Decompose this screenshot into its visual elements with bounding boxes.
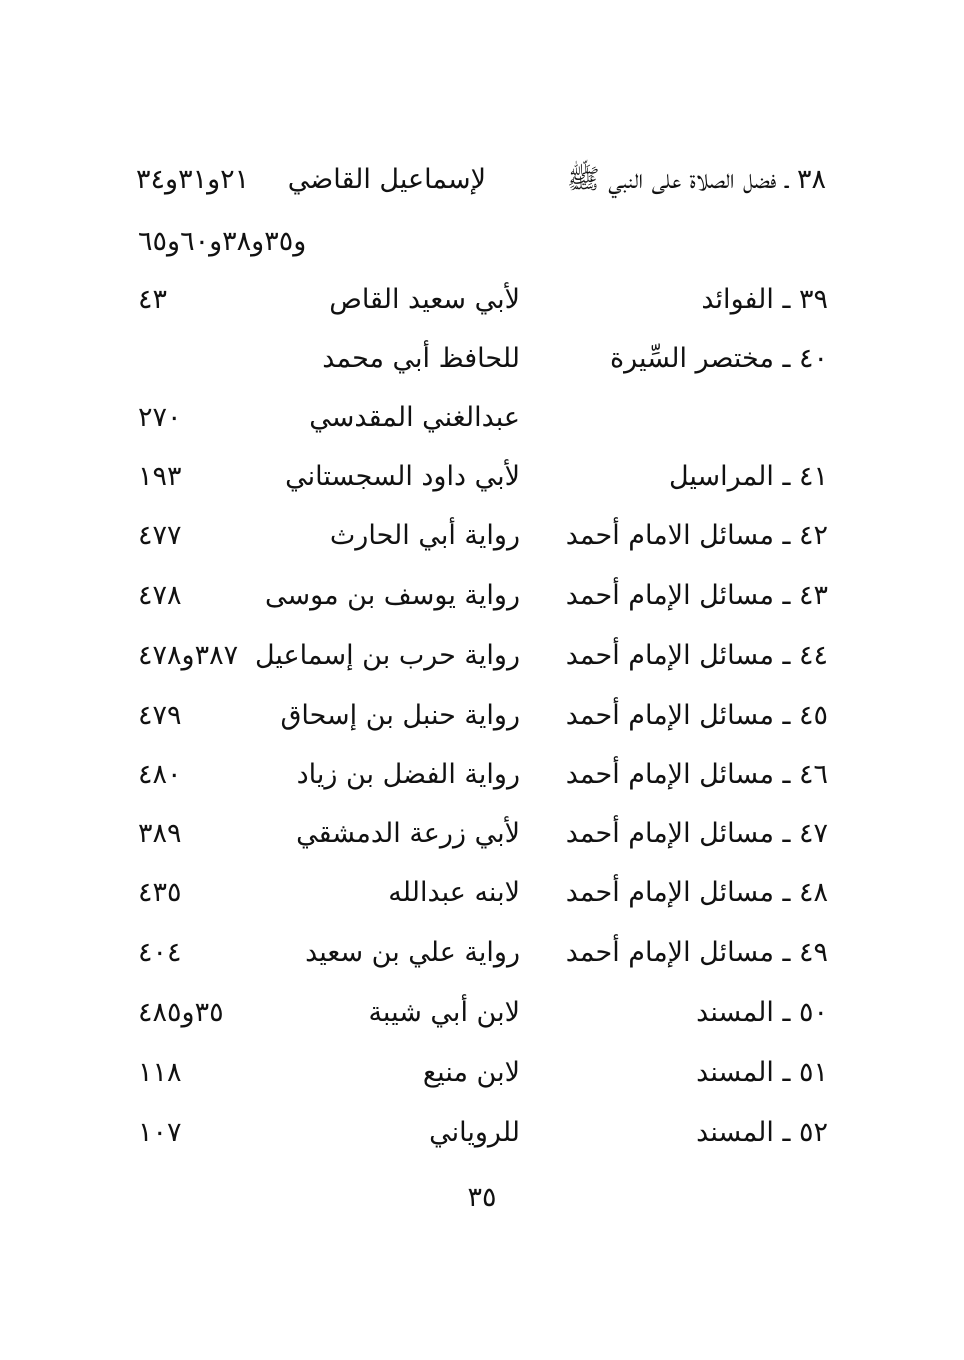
entry-title: ٣٩ ـ الفوائد <box>701 284 828 315</box>
entry-author: لابنه عبدالله <box>388 877 520 908</box>
entry-author: رواية يوسف بن موسى <box>265 580 520 611</box>
entry-pages: ٤٣٥ <box>138 877 182 908</box>
index-row <box>138 398 828 438</box>
entry-pages: ٣٨٩ <box>138 818 182 849</box>
entry-title: ٤١ ـ المراسيل <box>668 461 828 492</box>
entry-author: لأبي سعيد القاص <box>329 284 520 315</box>
entry-title: ٥٢ ـ المسند <box>696 1117 828 1148</box>
entry-pages: ٤٧٩ <box>138 700 182 731</box>
entry-title: ٤٢ ـ مسائل الامام أحمد <box>565 520 828 551</box>
index-row <box>138 993 828 1033</box>
entry-title: ٤٥ ـ مسائل الإمام أحمد <box>565 700 828 731</box>
index-row <box>138 516 828 556</box>
entry-pages: ٤٨٠ <box>138 759 182 790</box>
index-row <box>138 280 828 320</box>
entry-pages: ٢١و٣١و٣٤ <box>136 164 250 195</box>
index-row <box>138 873 828 913</box>
entry-pages: ٤٧٨ <box>138 580 182 611</box>
entry-38-line-1 <box>136 160 826 200</box>
index-row <box>138 339 828 379</box>
entry-pages: ٤٠٤ <box>138 937 182 968</box>
entry-title: ٤٠ ـ مختصر السِّيرة <box>609 343 828 374</box>
index-row <box>138 1053 828 1093</box>
entry-title: ٤٧ ـ مسائل الإمام أحمد <box>565 818 828 849</box>
entry-author: رواية حرب بن إسماعيل <box>254 640 520 671</box>
page-number: ٣٥ <box>467 1182 497 1213</box>
index-row <box>138 814 828 854</box>
entry-author: للروياني <box>429 1117 520 1148</box>
entry-author: لإسماعيل القاضي <box>287 164 486 195</box>
entry-author: لأبي زرعة الدمشقي <box>296 818 520 849</box>
index-row <box>138 576 828 616</box>
entry-author: رواية علي بن سعيد <box>305 937 520 968</box>
index-row <box>138 696 828 736</box>
index-row <box>138 1113 828 1153</box>
entry-pages-continued: و٣٥و٣٨و٦٠و٦٥ <box>138 226 307 257</box>
entry-author: لأبي داود السجستاني <box>285 461 520 492</box>
entry-title: ٣٨ ـ فضل الصلاة على النبي ﷺ <box>567 164 826 195</box>
entry-title: ٤٨ ـ مسائل الإمام أحمد <box>565 877 828 908</box>
index-row <box>138 933 828 973</box>
index-row <box>138 457 828 497</box>
entry-author: رواية حنبل بن إسحاق <box>280 700 520 731</box>
entry-author: رواية الفضل بن زياد <box>296 759 520 790</box>
entry-title: ٤٤ ـ مسائل الإمام أحمد <box>565 640 828 671</box>
entry-title: ٥١ ـ المسند <box>696 1057 828 1088</box>
entry-pages: ٤٣ <box>138 284 168 315</box>
entry-title: ٤٣ ـ مسائل الإمام أحمد <box>565 580 828 611</box>
entry-pages: ١١٨ <box>138 1057 182 1088</box>
entry-author: لابن منيع <box>422 1057 520 1088</box>
entry-title: ٤٩ ـ مسائل الإمام أحمد <box>565 937 828 968</box>
entry-author: رواية أبي الحارث <box>329 520 520 551</box>
entry-author: لابن أبي شيبة <box>368 997 520 1028</box>
entry-pages: ١٩٣ <box>138 461 182 492</box>
entry-pages: ٣٥و٤٨٥ <box>138 997 224 1028</box>
entry-pages: ٤٧٧ <box>138 520 182 551</box>
entry-author: عبدالغني المقدسي <box>309 402 520 433</box>
entry-38-line-2 <box>138 222 306 262</box>
entry-pages: ٢٧٠ <box>138 402 182 433</box>
index-row <box>138 636 828 676</box>
entry-pages: ١٠٧ <box>138 1117 182 1148</box>
entry-pages: ٣٨٧و٤٧٨ <box>138 640 239 671</box>
entry-title: ٥٠ ـ المسند <box>696 997 828 1028</box>
index-row <box>138 755 828 795</box>
entry-author: للحافظ أبي محمد <box>322 343 520 374</box>
entry-title: ٤٦ ـ مسائل الإمام أحمد <box>565 759 828 790</box>
